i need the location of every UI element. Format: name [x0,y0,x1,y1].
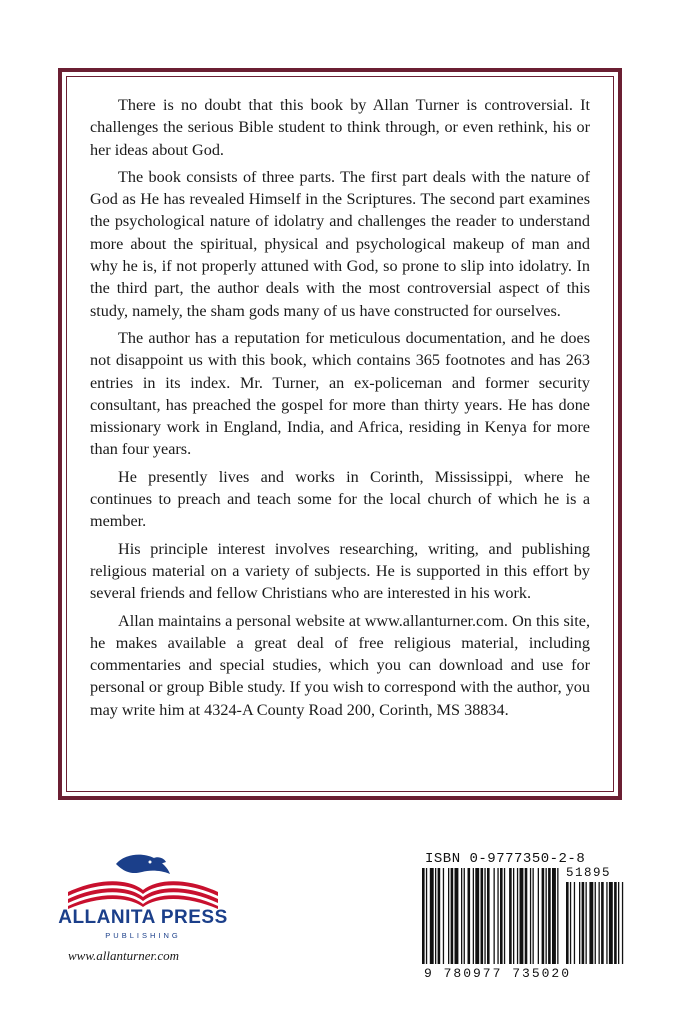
barcode-bar [487,868,490,964]
barcode-bar [500,868,503,964]
isbn-label: ISBN 0-9777350-2-8 [425,851,586,867]
blurb-paragraph-6: Allan maintains a personal website at www.allanturner.com. On this site, he makes available a great deal of free religious material, including commentaries and special studies, which you can download and use for personal or group Bible study. If you wish to correspond with the author, you may write him at 4324-A County Road 200, Corinth, MS 38834. [90,611,590,719]
barcode-bar [520,868,524,964]
barcode-addon-bar [566,882,569,964]
barcode-bar [422,868,425,964]
barcode-addon-bar [618,882,619,964]
barcode-bar [542,868,545,964]
barcode-addon-bar [622,882,623,964]
blurb-paragraph-5: His principle interest involves researching, writing, and publishing religious material on a variety of subjects. He is supported in this effort by several friends and fellow Christians who are interested in his work. [90,539,590,603]
barcode-bar [448,868,449,964]
blurb-paragraph-2: The book consists of three parts. The first part deals with the nature of God as He has revealed Himself in the Scriptures. The second part examines the psychological nature of idolatry and challenges the reader to understand more about the spiritual, physical and psychological makeup of man and why he is, if not properly attuned with God, so prone to slip into idolatry. In the third part, the author deals with the most controversial aspect of this study, namely, the sham gods many of us have constructed for ourselves. [90,167,590,320]
barcode-bar [557,868,558,964]
barcode-addon-bar [570,882,571,964]
barcode-bar [438,868,441,964]
barcode-bar [533,868,534,964]
publisher-name: ALLANITA PRESS [58,907,228,928]
barcode-bar [530,868,531,964]
blurb-paragraph-4: He presently lives and works in Corinth, Mississippi, where he continues to preach and teach some for the local church of which he is a member. [90,467,590,531]
publisher-url: www.allanturner.com [68,948,179,963]
barcode-addon-bar [601,882,604,964]
barcode-addon-bar [574,882,575,964]
barcode-bar [426,868,427,964]
barcode-bar [513,868,514,964]
barcode-bar [517,868,518,964]
blurb-paragraph-1: There is no doubt that this book by Allan Turner is controversial. It challenges the serious Bible student to think through, or even rethink, his or her ideas about God. [90,96,590,159]
barcode-bar [494,868,495,964]
barcode-bar [430,868,434,964]
barcode-addon-bar [582,882,585,964]
barcode-bar [504,868,505,964]
barcode-bar [464,868,465,964]
barcode-bar [497,868,498,964]
barcode-addon-bar [606,882,607,964]
barcode-bar [455,868,459,964]
barcode-bar [443,868,444,964]
barcode-bar [451,868,454,964]
barcode-bar [538,868,539,964]
price-code: 51895 [566,866,612,880]
barcode-bar [525,868,528,964]
barcode-addon-bar [614,882,617,964]
barcode-bar [548,868,551,964]
barcode-bar [461,868,462,964]
barcode-bar [473,868,474,964]
barcode-icon [420,868,628,966]
blurb-paragraph-3: The author has a reputation for meticulous documentation, and he does not disappoint us with this book, which contains 365 footnotes and has 263 entries in its index. Mr. Turner, an ex-policeman and former security consultant, has preached the gospel for more than thirty years. He has done missionary work in England, India, and Africa, residing in Kenya for more than four years. [90,328,590,459]
barcode-addon-bar [609,882,613,964]
barcode-bar [475,868,479,964]
barcode-bar [552,868,556,964]
publisher-subtitle: PUBLISHING [105,931,181,940]
barcode-addon-bar [589,882,593,964]
barcode-bar [509,868,512,964]
ean-digits: 9 780977 735020 [424,966,572,981]
barcode-addon-bar [579,882,580,964]
barcode-addon-bar [586,882,587,964]
barcode-addon-bar [599,882,600,964]
barcode-bar [546,868,547,964]
barcode-bar [435,868,436,964]
barcode-addon-bar [595,882,596,964]
back-cover-blurb [90,94,590,726]
barcode-bar [484,868,485,964]
barcode-bar [481,868,484,964]
barcode-bar [468,868,471,964]
